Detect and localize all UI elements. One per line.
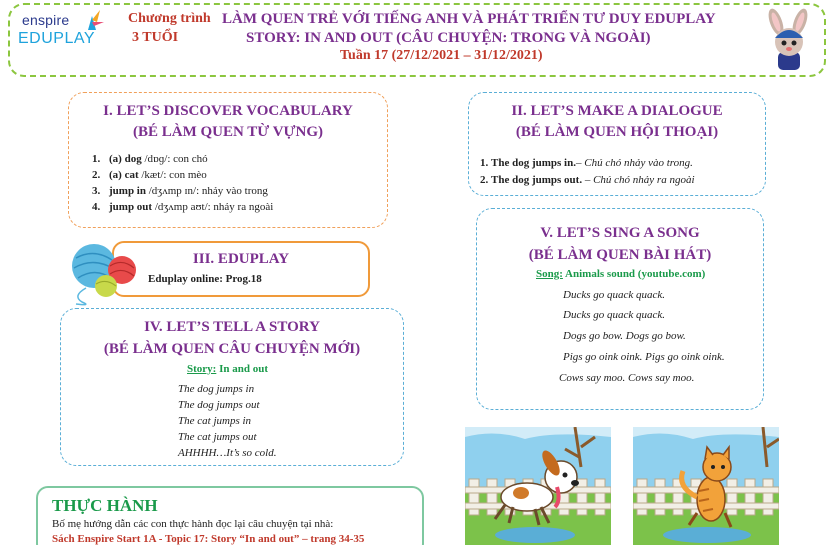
- vocab-word: jump out: [109, 201, 153, 213]
- vocabulary-title: I. LET’S DISCOVER VOCABULARY: [103, 103, 353, 119]
- story-title: IV. LET’S TELL A STORY: [144, 319, 320, 335]
- practice-instruction: Bố mẹ hướng dẫn các con thực hành đọc lại câu chuyện tại nhà:: [52, 518, 334, 530]
- song-line: Dogs go bow. Dogs go bow.: [563, 330, 686, 342]
- vocab-item: [92, 153, 208, 165]
- song-subtitle: (BÉ LÀM QUEN BÀI HÁT): [528, 247, 712, 263]
- logo-text-top: enspire: [22, 12, 70, 28]
- vocab-meaning: /dʒʌmp ɪn/: nhảy vào trong: [146, 185, 268, 197]
- vocab-num: 1.: [92, 153, 101, 165]
- song-line: Ducks go quack quack.: [563, 289, 666, 301]
- story-title-text: In and out: [216, 363, 268, 375]
- story-label: Story:: [187, 363, 217, 375]
- dialogue-title: II. LET’S MAKE A DIALOGUE: [511, 103, 723, 119]
- story-line: The cat jumps out: [178, 431, 257, 443]
- dialogue-english: The dog jumps out.: [491, 174, 583, 186]
- dialogue-num: 1.: [480, 157, 489, 169]
- song-label: Song:: [536, 268, 563, 280]
- vocab-word: (a) cat: [109, 169, 139, 181]
- program-label: Chương trình: [128, 11, 211, 26]
- eduplay-title: III. EDUPLAY: [192, 251, 290, 267]
- story-line: The dog jumps out: [178, 399, 260, 411]
- dialogue-english: The dog jumps in.: [491, 157, 576, 169]
- logo-text-bottom: EDUPLAY: [18, 30, 96, 47]
- logo-star-icon: [82, 8, 106, 32]
- story-subtitle: (BÉ LÀM QUEN CÂU CHUYỆN MỚI): [103, 341, 361, 357]
- vocab-item: [92, 169, 207, 181]
- dialogue-vietnamese: – Chú chó nhảy ra ngoài: [582, 174, 695, 186]
- story-line: AHHHH…It’s so cold.: [178, 447, 277, 459]
- song-name: [536, 268, 705, 280]
- song-line: Pigs go oink oink. Pigs go oink oink.: [563, 351, 725, 363]
- vocab-meaning: /kæt/: con mèo: [138, 169, 207, 181]
- vocab-word: jump in: [109, 185, 146, 197]
- dog-jumping-illustration: [465, 427, 611, 545]
- vocab-meaning: /dʒʌmp aʊt/: nhảy ra ngoài: [152, 201, 274, 213]
- week-label: Tuần 17 (27/12/2021 – 31/12/2021): [340, 48, 543, 63]
- vocab-num: 2.: [92, 169, 101, 181]
- page-title: LÀM QUEN TRẺ VỚI TIẾNG ANH VÀ PHÁT TRIỂN TƯ DUY EDUPLAY: [222, 11, 716, 27]
- vocab-item: [92, 185, 268, 197]
- song-title: V. LET’S SING A SONG: [540, 225, 700, 241]
- yarn-balls-icon: [66, 240, 146, 306]
- story-line: The dog jumps in: [178, 383, 255, 395]
- eduplay-section: [112, 241, 370, 297]
- vocab-num: 4.: [92, 201, 101, 213]
- song-line: Ducks go quack quack.: [563, 309, 666, 321]
- song-line: Cows say moo. Cows say moo.: [559, 372, 695, 384]
- vocab-item: [92, 201, 273, 213]
- vocab-meaning: /dɒɡ/: con chó: [141, 153, 208, 165]
- dialogue-line: [480, 157, 693, 169]
- cat-jumping-illustration: [633, 427, 779, 545]
- song-title-text: Animals sound (youtube.com): [562, 268, 706, 280]
- page-subtitle: STORY: IN AND OUT (CÂU CHUYỆN: TRONG VÀ NGOÀI): [246, 30, 651, 46]
- vocab-num: 3.: [92, 185, 101, 197]
- dialogue-vietnamese: – Chú chó nhảy vào trong.: [575, 157, 693, 169]
- dialogue-subtitle: (BÉ LÀM QUEN HỘI THOẠI): [515, 124, 719, 140]
- eduplay-subtitle: Eduplay online: Prog.18: [148, 273, 262, 285]
- practice-title: THỰC HÀNH: [52, 496, 158, 515]
- dialogue-num: 2.: [480, 174, 489, 186]
- enspire-eduplay-logo: [18, 10, 118, 52]
- rabbit-mascot-icon: [758, 8, 818, 74]
- age-label: 3 TUỔI: [132, 30, 179, 45]
- practice-section: [36, 486, 424, 545]
- story-name: [187, 363, 268, 375]
- story-line: The cat jumps in: [178, 415, 252, 427]
- vocab-word: (a) dog: [109, 153, 142, 165]
- vocabulary-subtitle: (BÉ LÀM QUEN TỪ VỰNG): [132, 124, 323, 140]
- practice-book-reference: Sách Enspire Start 1A - Topic 17: Story “In and out” – trang 34-35: [52, 533, 365, 545]
- dialogue-line: [480, 174, 695, 186]
